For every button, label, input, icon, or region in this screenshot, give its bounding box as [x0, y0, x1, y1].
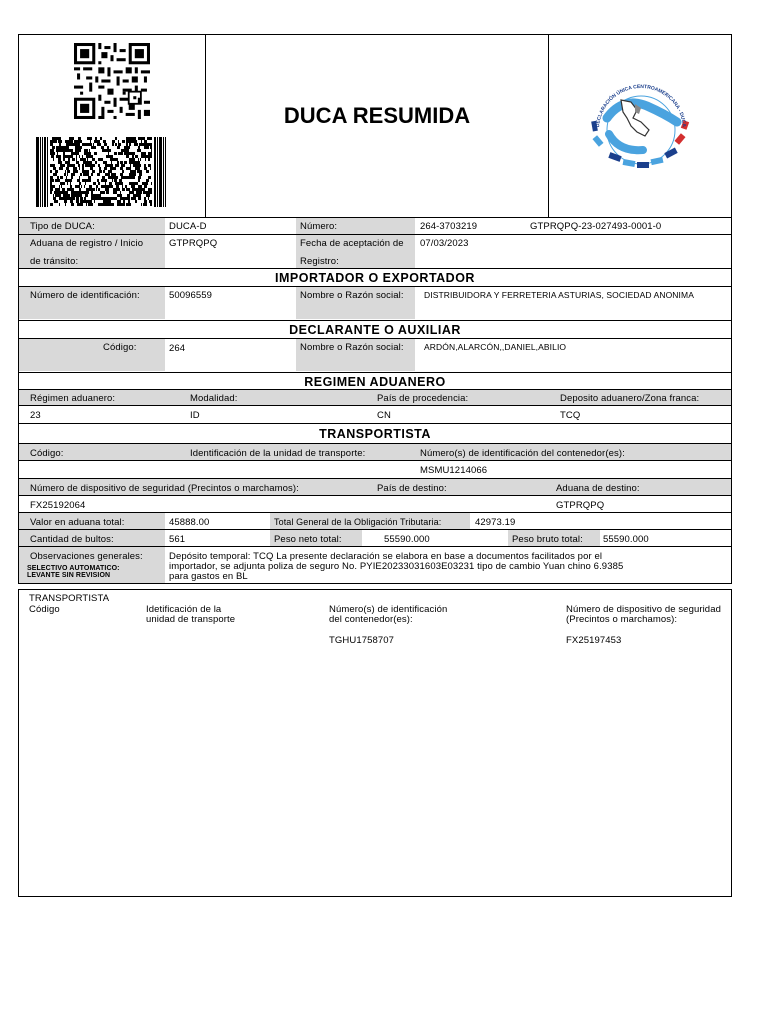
declarante-nombre-label: Nombre o Razón social:	[300, 342, 404, 353]
transportista-codigo-label: Código:	[30, 448, 64, 459]
valor-aduana-label: Valor en aduana total:	[30, 517, 125, 528]
detalle-contenedor-label: del contenedor(es):	[329, 614, 413, 625]
duca-logo-icon	[585, 78, 695, 178]
deposito-value: TCQ	[560, 410, 581, 421]
modalidad-value: ID	[190, 410, 200, 421]
contenedor-value: MSMU1214066	[420, 465, 488, 476]
detalle-contenedor-label: Número(s) de identificación	[329, 604, 448, 615]
detalle-unidad-label: unidad de transporte	[146, 614, 236, 625]
fecha-value: 07/03/2023	[420, 238, 469, 249]
detalle-unidad-label: Idetificación de la	[146, 604, 222, 615]
peso-bruto-label: Peso bruto total:	[512, 534, 583, 545]
obligacion-label: Total General de la Obligación Tributaria:	[274, 517, 442, 527]
peso-neto-value: 55590.000	[384, 534, 430, 545]
numero-value: 264-3703219	[420, 221, 478, 232]
importador-id-value: 50096559	[169, 290, 213, 301]
label-cell	[19, 339, 165, 371]
selectivo-label: LEVANTE SIN REVISION	[27, 572, 111, 579]
valor-aduana-value: 45888.00	[169, 517, 210, 528]
peso-bruto-value: 55590.000	[603, 534, 649, 545]
numero-label: Número:	[300, 221, 338, 232]
detalle-dispositivo-value: FX25197453	[566, 635, 622, 646]
detalle-dispositivo-label: (Precintos o marchamos):	[566, 614, 678, 625]
observaciones-label: Observaciones generales:	[30, 551, 143, 562]
declarante-codigo-value: 264	[169, 343, 186, 354]
divider	[548, 34, 549, 217]
svg-text:DECLARACIÓN ÚNICA CENTROAMERIC: DECLARACIÓN ÚNICA CENTROAMERICANA - DUCA	[595, 83, 687, 128]
deposito-label: Deposito aduanero/Zona franca:	[560, 393, 700, 404]
detalle-dispositivo-label: Número de dispositivo de seguridad	[566, 604, 721, 615]
tipo-duca-value: DUCA-D	[169, 221, 207, 232]
transportista-detail-heading: TRANSPORTISTA	[29, 593, 110, 604]
unidad-transporte-label: Identificación de la unidad de transporte:	[190, 448, 366, 459]
contenedor-label: Número(s) de identificación del contenedor(es):	[420, 448, 625, 459]
aduana-label: de tránsito:	[30, 256, 79, 267]
tipo-duca-label: Tipo de DUCA:	[30, 221, 95, 232]
importador-id-label: Número de identificación:	[30, 290, 140, 301]
detalle-codigo-label: Código	[29, 604, 60, 615]
pais-procedencia-value: CN	[377, 410, 391, 421]
fecha-label: Registro:	[300, 256, 339, 267]
observaciones-text: para gastos en BL	[169, 571, 248, 582]
regimen-value: 23	[30, 410, 41, 421]
dispositivo-label: Número de dispositivo de seguridad (Precintos o marchamos):	[30, 483, 299, 494]
modalidad-label: Modalidad:	[190, 393, 238, 404]
aduana-destino-label: Aduana de destino:	[556, 483, 640, 494]
aduana-label: Aduana de registro / Inicio	[30, 238, 144, 249]
selectivo-label: SELECTIVO AUTOMATICO:	[27, 565, 120, 572]
declarante-codigo-label: Código:	[103, 342, 137, 353]
aduana-value: GTPRQPQ	[169, 238, 218, 249]
bultos-label: Cantidad de bultos:	[30, 534, 114, 545]
page-title: DUCA RESUMIDA	[283, 103, 471, 128]
fecha-label: Fecha de aceptación de	[300, 238, 404, 249]
pais-destino-label: País de destino:	[377, 483, 447, 494]
dispositivo-value: FX25192064	[30, 500, 86, 511]
bultos-value: 561	[169, 534, 186, 545]
importador-nombre-label: Nombre o Razón social:	[300, 290, 404, 301]
barcode-icon	[36, 137, 166, 207]
regimen-label: Régimen aduanero:	[30, 393, 116, 404]
section-heading-transportista: TRANSPORTISTA	[319, 427, 431, 441]
observaciones-text: importador, se adjunta poliza de seguro No. PYIE20233031603E03231 tipo de cambio Yuan chino 6.9385	[169, 561, 624, 572]
pais-procedencia-label: País de procedencia:	[377, 393, 469, 404]
declarante-nombre-value: ARDÓN,ALARCÓN,,DANIEL,ABILIO	[424, 342, 567, 352]
observaciones-text: Depósito temporal: TCQ La presente declaración se elabora en base a documentos facilitados por el	[169, 551, 603, 562]
peso-neto-label: Peso neto total:	[274, 534, 342, 545]
section-heading-declarante: DECLARANTE O AUXILIAR	[289, 323, 461, 337]
referencia-value: GTPRQPQ-23-027493-0001-0	[530, 221, 662, 232]
importador-nombre-value: DISTRIBUIDORA Y FERRETERIA ASTURIAS, SOCIEDAD ANONIMA	[424, 290, 694, 300]
section-heading-regimen: REGIMEN ADUANERO	[304, 375, 446, 389]
qr-code-icon	[72, 43, 152, 119]
obligacion-value: 42973.19	[475, 517, 516, 528]
section-heading-importador: IMPORTADOR O EXPORTADOR	[275, 271, 475, 285]
aduana-destino-value: GTPRQPQ	[556, 500, 605, 511]
detalle-contenedor-value: TGHU1758707	[329, 635, 394, 646]
